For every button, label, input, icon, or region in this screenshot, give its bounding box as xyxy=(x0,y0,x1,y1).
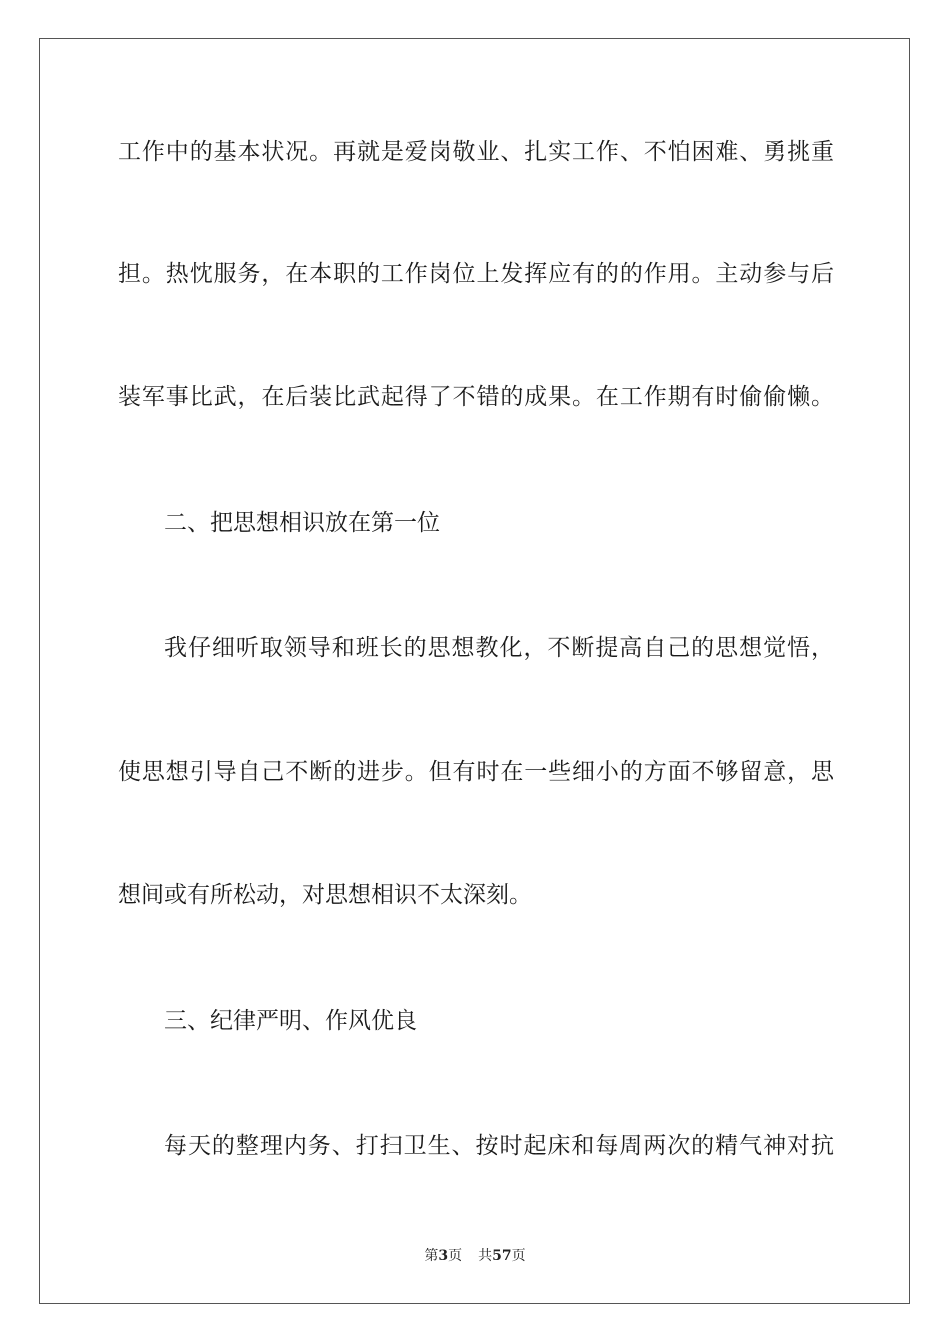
page-number: 3 xyxy=(438,1248,449,1264)
paragraph-line: 工作中的基本状况。再就是爱岗敬业、扎实工作、不怕困难、勇挑重 xyxy=(118,139,834,165)
paragraph-line: 担。热忱服务，在本职的工作岗位上发挥应有的的作用。主动参与后 xyxy=(118,261,834,287)
paragraph-line: 装军事比武，在后装比武起得了不错的成果。在工作期有时偷偷懒。 xyxy=(118,384,834,410)
paragraph-line: 使思想引导自己不断的进步。但有时在一些细小的方面不够留意，思 xyxy=(118,759,834,785)
total-suffix: 页 xyxy=(511,1248,526,1264)
paragraph-line: 我仔细听取领导和班长的思想教化，不断提高自己的思想觉悟， xyxy=(164,635,834,661)
page-footer xyxy=(0,1246,950,1266)
section-heading-3: 三、纪律严明、作风优良 xyxy=(164,1008,417,1034)
page-suffix: 页 xyxy=(448,1248,463,1264)
paragraph-line: 想间或有所松动，对思想相识不太深刻。 xyxy=(118,882,532,908)
paragraph-line: 每天的整理内务、打扫卫生、按时起床和每周两次的精气神对抗 xyxy=(164,1133,834,1159)
section-heading-2: 二、把思想相识放在第一位 xyxy=(164,510,440,536)
total-prefix: 共 xyxy=(478,1248,493,1264)
page-prefix: 第 xyxy=(424,1248,439,1264)
total-pages: 57 xyxy=(492,1248,512,1264)
page-border xyxy=(39,38,910,1304)
